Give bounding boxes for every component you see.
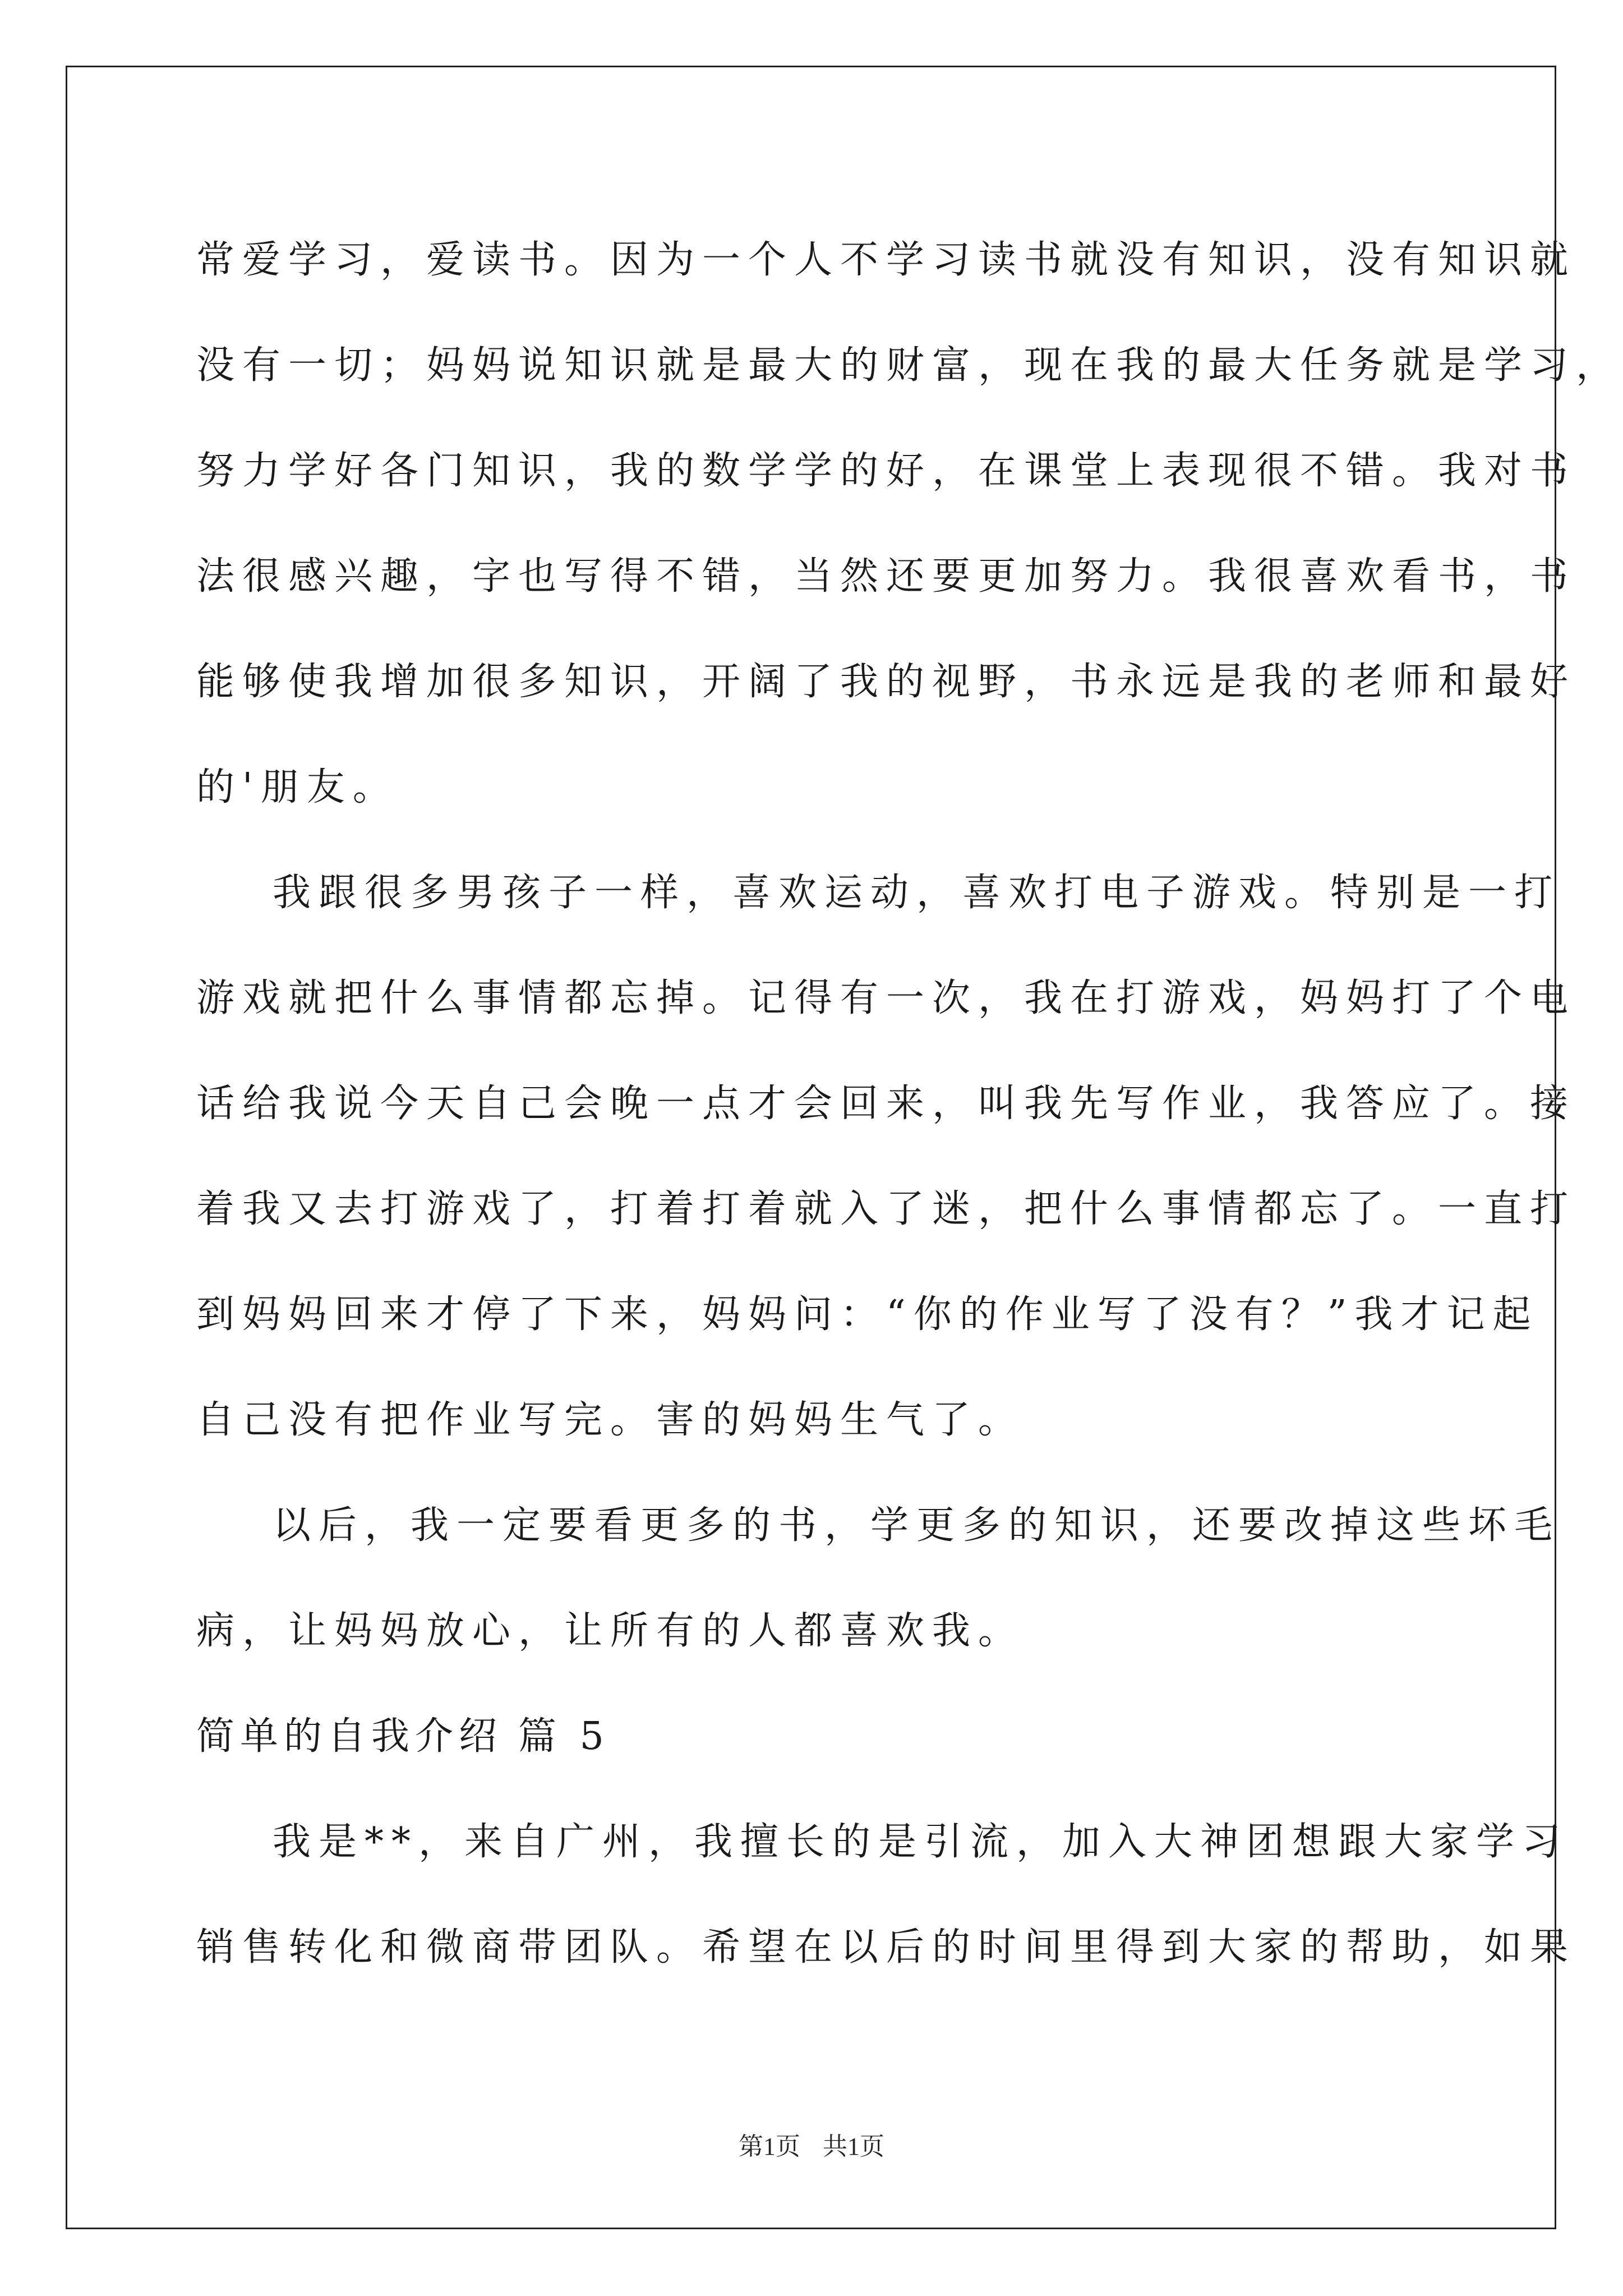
text-line: 没有一切；妈妈说知识就是最大的财富，现在我的最大任务就是学习，: [196, 343, 1622, 388]
text-line: 的'朋友。: [196, 765, 399, 809]
text-line: 病，让妈妈放心，让所有的人都喜欢我。: [196, 1609, 1025, 1653]
paragraph-4: [196, 1789, 1576, 2000]
section-heading: [196, 1684, 1436, 1789]
text-line: 话给我说今天自己会晚一点才会回来，叫我先写作业，我答应了。接: [196, 1082, 1576, 1126]
section-number: 篇 5: [518, 1714, 610, 1759]
text-line: 着我又去打游戏了，打着打着就入了迷，把什么事情都忘了。一直打: [196, 1187, 1576, 1231]
text-line: 我跟很多男孩子一样，喜欢运动，喜欢打电子游戏。特别是一打: [273, 871, 1561, 915]
text-line: 销售转化和微商带团队。希望在以后的时间里得到大家的帮助，如果: [196, 1925, 1576, 1970]
text-line: 我是**，来自广州，我擅长的是引流，加入大神团想跟大家学习: [273, 1820, 1569, 1864]
page-footer: [0, 2126, 1623, 2162]
paragraph-1: [196, 208, 1622, 840]
text-line: 能够使我增加很多知识，开阔了我的视野，书永远是我的老师和最好: [196, 660, 1576, 704]
text-line: 游戏就把什么事情都忘掉。记得有一次，我在打游戏，妈妈打了个电: [196, 976, 1576, 1020]
paragraph-3: [196, 1473, 1561, 1684]
text-line: 努力学好各门知识，我的数学学的好，在课堂上表现很不错。我对书: [196, 449, 1576, 493]
text-line: 自己没有把作业写完。害的妈妈生气了。: [196, 1398, 1025, 1442]
text-line: 以后，我一定要看更多的书，学更多的知识，还要改掉这些坏毛: [273, 1503, 1561, 1548]
text-line: 到妈妈回来才停了下来，妈妈问：“你的作业写了没有？”我才记起: [196, 1292, 1539, 1337]
page-number-total: 共1页: [823, 2133, 884, 2160]
document-body: [196, 208, 1622, 2000]
paragraph-2: [196, 840, 1576, 1473]
text-line: 常爱学习，爱读书。因为一个人不学习读书就没有知识，没有知识就: [196, 238, 1576, 282]
text-line: 法很感兴趣，字也写得不错，当然还要更加努力。我很喜欢看书，书: [196, 554, 1576, 599]
page-number-current: 第1页: [739, 2133, 800, 2160]
section-title: 简单的自我介绍: [196, 1714, 503, 1759]
